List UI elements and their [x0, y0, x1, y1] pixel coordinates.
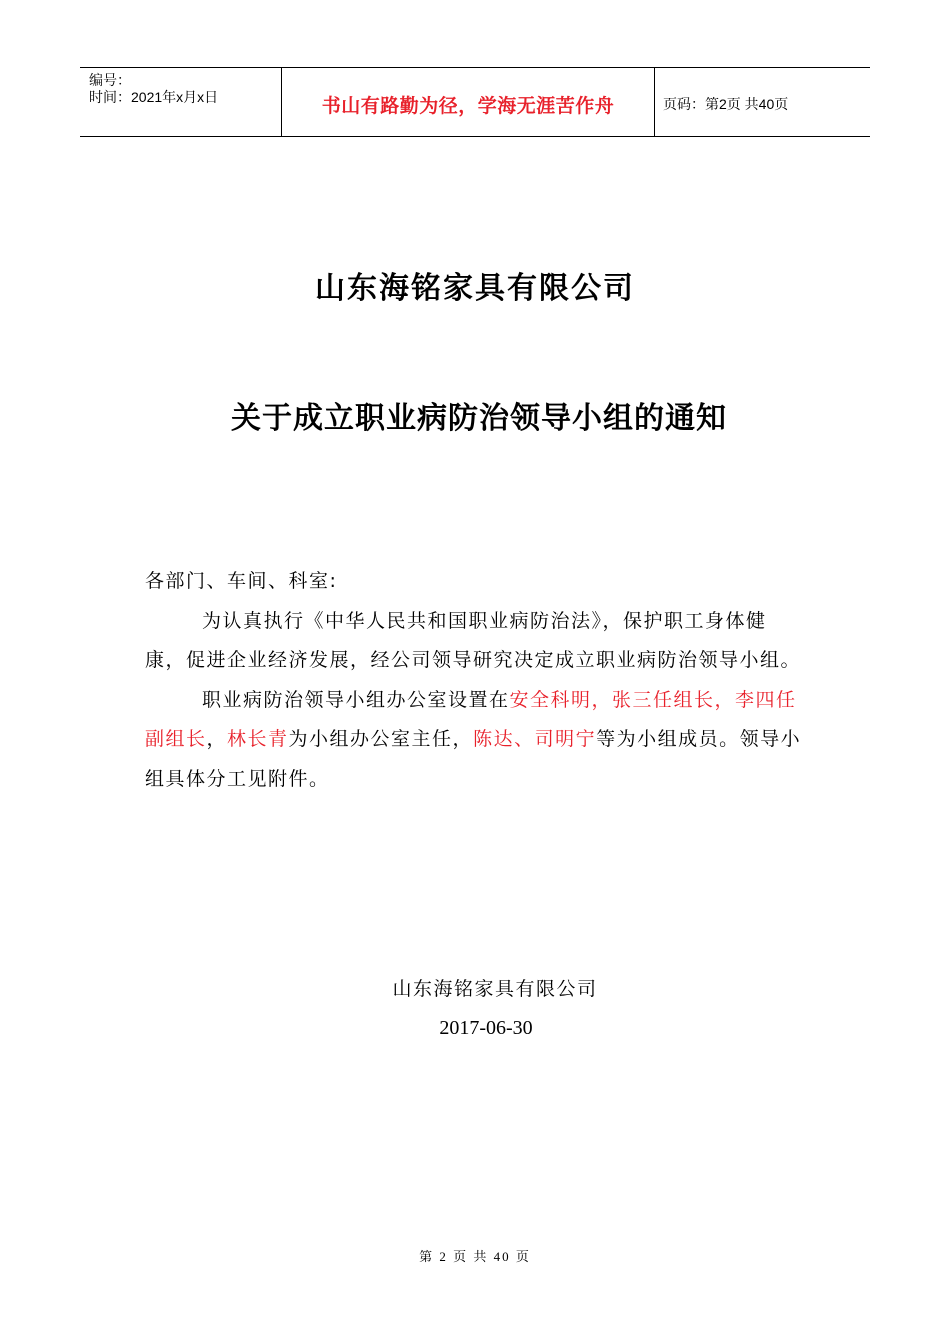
signature-date: 2017-06-30	[439, 1017, 533, 1039]
paragraph-2	[145, 681, 807, 800]
header-middle-cell	[282, 68, 655, 136]
time-label: 时间：2021年x月x日	[89, 89, 219, 105]
number-label: 编号：	[89, 72, 131, 88]
para2-highlight-leaders: 安全科明，张三任组长，李四任副组长	[145, 688, 797, 750]
para2-highlight-members: 陈达、司明宁	[473, 728, 597, 750]
notice-title: 关于成立职业病防治领导小组的通知	[231, 401, 727, 436]
header-motto: 书山有路勤为径，学海无涯苦作舟	[321, 94, 615, 117]
para2-text-3: 为小组办公室主任，	[288, 728, 474, 750]
notice-body	[145, 562, 807, 799]
header-left-cell	[80, 68, 282, 136]
paragraph-1: 为认真执行《中华人民共和国职业病防治法》，保护职工身体健康，促进企业经济发展，经公司领导研究决定成立职业病防治领导小组。	[145, 609, 802, 671]
greeting: 各部门、车间、科室:	[145, 570, 338, 592]
para2-text-2: ，	[206, 728, 228, 750]
para2-highlight-director: 林长青	[227, 728, 289, 750]
page-info: 页码：第2页 共40页	[663, 96, 789, 112]
document-header	[80, 67, 870, 137]
header-right-cell	[655, 68, 870, 136]
signature-company: 山东海铭家具有限公司	[392, 978, 598, 1000]
company-title: 山东海铭家具有限公司	[315, 271, 635, 306]
para2-text-4: 等为小组成员。领导小组具体分工见附件。	[145, 728, 802, 790]
para2-text-1: 职业病防治领导小组办公室设置在	[202, 688, 510, 711]
page-footer: 第 2 页 共 40 页	[419, 1249, 531, 1264]
